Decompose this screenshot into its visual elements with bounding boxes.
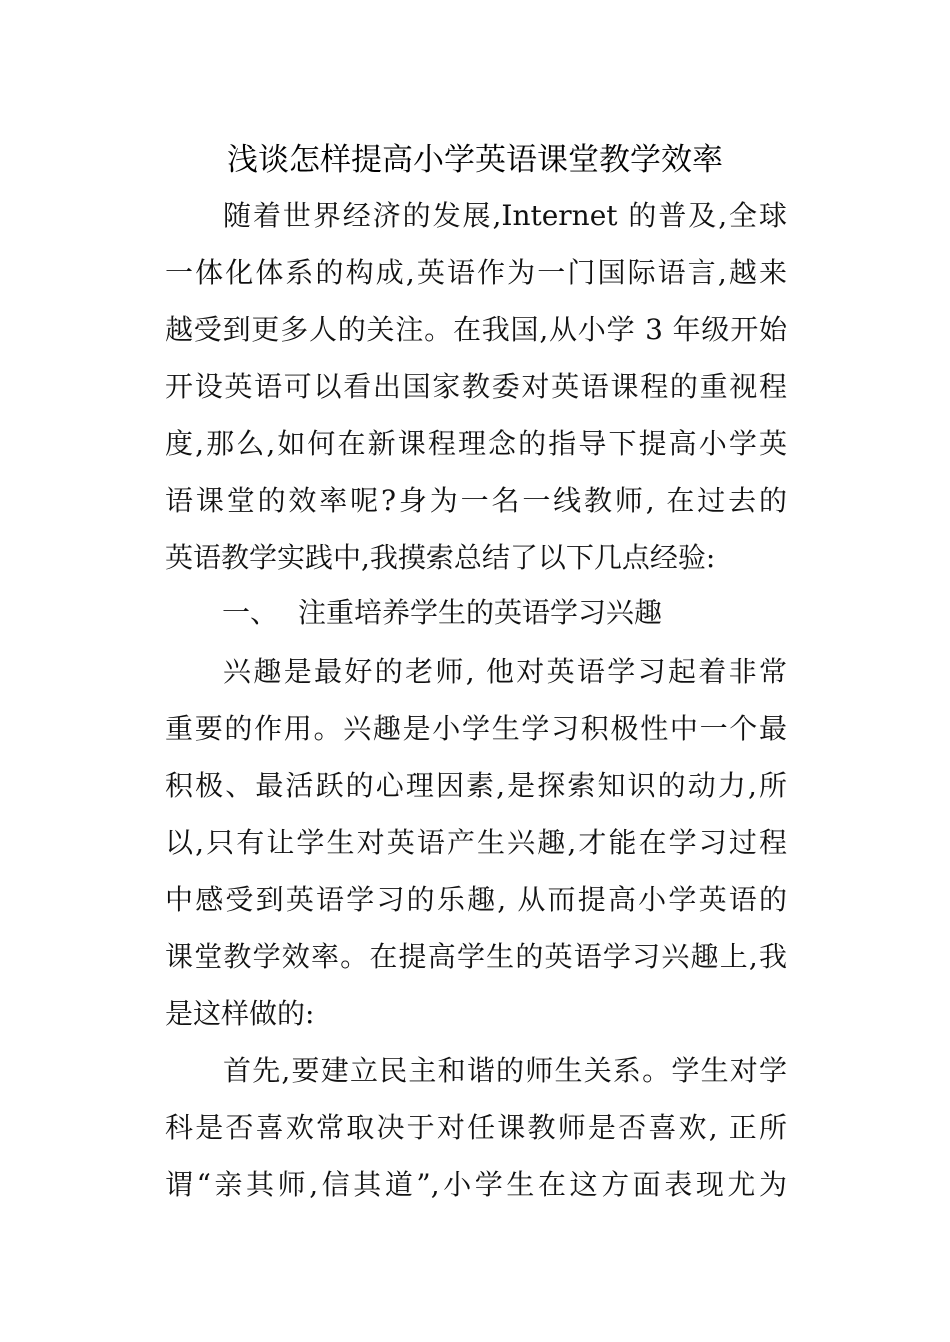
paragraph-line: 英语教学实践中,我摸索总结了以下几点经验: (165, 541, 716, 574)
paragraph-line: 科是否喜欢常取决于对任课教师是否喜欢, 正所 (165, 1111, 787, 1144)
paragraph-line: 以,只有让学生对英语产生兴趣,才能在学习过程 (165, 826, 787, 859)
paragraph-line: 度,那么,如何在新课程理念的指导下提高小学英 (165, 427, 787, 460)
paragraph-line: 是这样做的: (165, 997, 315, 1030)
paragraph-line: 谓“亲其师,信其道”,小学生在这方面表现尤为 (165, 1168, 787, 1201)
section-heading-text: 注重培养学生的英语学习兴趣 (298, 596, 663, 629)
paragraph-line: 一体化体系的构成,英语作为一门国际语言,越来 (165, 256, 787, 289)
paragraph-line: 语课堂的效率呢?身为一名一线教师, 在过去的 (165, 484, 787, 517)
paragraph-line: 首先,要建立民主和谐的师生关系。学生对学 (223, 1054, 787, 1087)
paragraph-line: 越受到更多人的关注。在我国,从小学 3 年级开始 (165, 313, 787, 346)
paragraph-line: 随着世界经济的发展,Internet 的普及,全球 (223, 199, 787, 232)
paragraph-line: 课堂教学效率。在提高学生的英语学习兴趣上,我 (165, 940, 787, 973)
section-heading (222, 593, 692, 633)
paragraph-line: 中感受到英语学习的乐趣, 从而提高小学英语的 (165, 883, 787, 916)
paragraph-line: 开设英语可以看出国家教委对英语课程的重视程 (165, 370, 787, 403)
paragraph-line: 积极、最活跃的心理因素,是探索知识的动力,所 (165, 769, 787, 802)
paragraph-line: 重要的作用。兴趣是小学生学习积极性中一个最 (165, 712, 787, 745)
document-title: 浅谈怎样提高小学英语课堂教学效率 (227, 142, 723, 178)
paragraph-line: 兴趣是最好的老师, 他对英语学习起着非常 (223, 655, 787, 688)
section-number: 一、 (222, 596, 279, 629)
